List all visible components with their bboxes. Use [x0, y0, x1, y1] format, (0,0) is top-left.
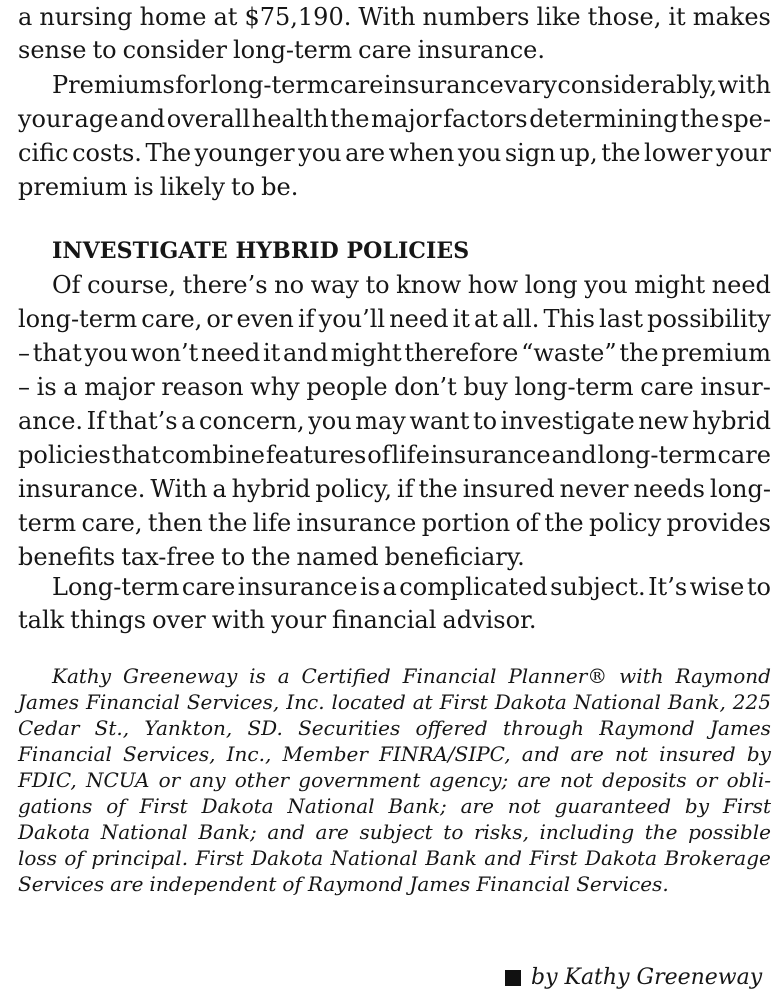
word: you’ll: [318, 305, 386, 333]
word: Planner®: [508, 664, 608, 688]
disclaimer-line: [18, 871, 771, 897]
word: James: [709, 716, 771, 740]
word: need: [389, 305, 449, 333]
word: through: [502, 716, 585, 740]
word: need: [711, 271, 771, 299]
word: $75,190.: [244, 3, 352, 31]
word: investigate: [500, 407, 635, 435]
word: Long-term: [52, 573, 180, 601]
word: long-term: [232, 36, 353, 64]
word: National: [330, 846, 418, 870]
word: with: [211, 606, 266, 634]
word: Financial: [85, 690, 180, 714]
word: Services: [18, 872, 105, 896]
word: located: [331, 690, 406, 714]
body-text-line: [18, 170, 771, 204]
word: long-term: [514, 373, 634, 401]
word: no: [274, 271, 305, 299]
word: are: [517, 768, 551, 792]
word: Services,: [123, 742, 216, 766]
word: care,: [81, 509, 143, 537]
word: are: [570, 742, 604, 766]
word: then: [147, 509, 203, 537]
word: life: [252, 509, 292, 537]
word: –: [18, 339, 30, 367]
word: numbers: [422, 3, 530, 31]
word: Inc.,: [226, 742, 272, 766]
word: loss: [18, 846, 57, 870]
word: there’s: [182, 271, 268, 299]
word: like: [536, 3, 581, 31]
word: long: [524, 271, 578, 299]
word: subject: [359, 820, 433, 844]
word: FINRA/SIPC,: [379, 742, 511, 766]
word: with: [619, 664, 664, 688]
word: nursing: [39, 3, 133, 31]
word: possibility: [647, 305, 771, 333]
word: by: [746, 742, 771, 766]
word: costs.: [72, 139, 142, 167]
word: care: [717, 441, 771, 469]
word: not: [560, 768, 593, 792]
word: Member: [282, 742, 368, 766]
word: buy: [463, 373, 508, 401]
body-text-line: [18, 0, 771, 34]
word: that’s: [108, 407, 178, 435]
word: with: [717, 71, 771, 99]
word: possible: [688, 820, 771, 844]
word: of: [367, 441, 391, 469]
word: of: [64, 846, 84, 870]
byline-author: by Kathy Greeneway: [531, 965, 763, 990]
word: if: [297, 305, 315, 333]
word: is: [360, 573, 381, 601]
body-text-line: [52, 570, 771, 604]
word: named: [296, 543, 379, 571]
word: the: [544, 509, 584, 537]
word: at: [474, 305, 498, 333]
word: when: [388, 139, 455, 167]
word: considerably,: [557, 71, 718, 99]
word: not: [507, 794, 541, 818]
word: may: [355, 407, 406, 435]
word: be.: [261, 173, 299, 201]
word: SD.: [247, 716, 283, 740]
word: at: [412, 690, 433, 714]
word: Bank: [425, 846, 477, 870]
word: last: [599, 305, 643, 333]
word: financial: [332, 606, 437, 634]
word: and: [521, 742, 560, 766]
word: is: [249, 664, 266, 688]
word: insurance: [383, 71, 504, 99]
word: Greeneway: [122, 664, 238, 688]
word: over: [152, 606, 206, 634]
word: is: [36, 373, 57, 401]
word: the: [418, 475, 458, 503]
word: the: [644, 820, 678, 844]
word: need: [201, 339, 261, 367]
word: that: [32, 339, 82, 367]
body-text-line: [18, 302, 771, 336]
word: you: [308, 407, 352, 435]
word: St.,: [94, 716, 130, 740]
word: benefits: [18, 543, 116, 571]
disclaimer-line: [18, 741, 771, 767]
word: Of: [52, 271, 81, 299]
body-text-line: [18, 472, 771, 506]
word: those,: [587, 3, 662, 31]
word: policy,: [315, 475, 393, 503]
word: age: [74, 105, 119, 133]
word: including: [539, 820, 635, 844]
word: or: [158, 768, 181, 792]
word: provides: [666, 509, 771, 537]
word: Securities: [298, 716, 401, 740]
word: the: [208, 509, 248, 537]
word: you: [298, 139, 342, 167]
disclaimer-line: [18, 689, 771, 715]
word: hybrid: [231, 475, 311, 503]
word: Dakota: [494, 690, 567, 714]
word: even: [236, 305, 294, 333]
word: long-term: [597, 441, 717, 469]
word: vary: [504, 71, 557, 99]
word: Brokerage: [664, 846, 771, 870]
word: want: [409, 407, 470, 435]
word: you: [457, 139, 502, 167]
word: to: [92, 36, 117, 64]
word: care,: [141, 305, 203, 333]
word: deposits: [602, 768, 687, 792]
word: and: [282, 339, 329, 367]
word: Raymond: [599, 716, 695, 740]
word: care: [358, 36, 412, 64]
word: This: [543, 305, 595, 333]
word: reason: [161, 373, 244, 401]
word: never: [559, 475, 629, 503]
word: ance.: [18, 407, 84, 435]
word: obli-: [726, 768, 771, 792]
word: why: [250, 373, 300, 401]
word: a: [382, 573, 397, 601]
word: –: [18, 373, 30, 401]
body-text-line: [18, 33, 771, 67]
word: it: [452, 305, 470, 333]
body-text-line: [18, 370, 771, 404]
byline: [505, 962, 762, 994]
word: the: [601, 139, 641, 167]
word: gations: [18, 794, 93, 818]
word: The: [145, 139, 192, 167]
word: and: [120, 105, 166, 133]
word: life: [391, 441, 430, 469]
word: Services,: [186, 690, 280, 714]
word: and: [484, 846, 522, 870]
word: a: [63, 373, 78, 401]
word: a: [181, 407, 196, 435]
word: new: [638, 407, 689, 435]
word: First: [139, 794, 188, 818]
word: James: [409, 872, 471, 896]
word: are: [345, 139, 386, 167]
word: complicated: [399, 573, 548, 601]
word: concern,: [199, 407, 305, 435]
body-text-line: [18, 506, 771, 540]
word: Dakota: [18, 820, 91, 844]
word: Kathy: [52, 664, 112, 688]
word: to: [231, 173, 256, 201]
word: are: [460, 794, 494, 818]
word: or: [695, 768, 718, 792]
word: how: [467, 271, 519, 299]
word: it: [262, 339, 281, 367]
body-text-line: [52, 268, 771, 302]
word: risks,: [473, 820, 529, 844]
word: National: [100, 820, 188, 844]
word: of: [106, 794, 126, 818]
word: National: [573, 690, 661, 714]
word: the: [251, 543, 291, 571]
word: if: [396, 475, 414, 503]
word: way: [310, 271, 359, 299]
word: Financial: [476, 872, 571, 896]
word: determining: [529, 105, 679, 133]
word: portion: [421, 509, 511, 537]
word: Financial: [402, 664, 497, 688]
word: or: [206, 305, 233, 333]
word: the: [680, 105, 720, 133]
word: First: [722, 794, 771, 818]
word: a: [277, 664, 290, 688]
word: beneficiary.: [384, 543, 525, 571]
word: Financial: [18, 742, 112, 766]
word: not: [614, 742, 648, 766]
word: With: [150, 475, 208, 503]
article-page: [18, 0, 771, 1004]
word: to: [221, 543, 246, 571]
word: talk: [18, 606, 65, 634]
word: the: [330, 105, 370, 133]
word: and: [551, 441, 597, 469]
disclaimer-line: [18, 793, 771, 819]
word: care: [640, 373, 694, 401]
word: 225: [732, 690, 771, 714]
word: cific: [18, 139, 69, 167]
disclaimer-line: [18, 819, 771, 845]
word: other: [234, 768, 290, 792]
word: health: [251, 105, 329, 133]
word: home: [139, 3, 207, 31]
body-text-line: [18, 336, 771, 370]
disclaimer-line: [18, 715, 771, 741]
word: combine: [161, 441, 265, 469]
word: up,: [559, 139, 598, 167]
word: policy: [589, 509, 662, 537]
word: sign: [504, 139, 556, 167]
word: a: [18, 3, 33, 31]
word: sense: [18, 36, 87, 64]
word: things: [70, 606, 147, 634]
word: advisor.: [442, 606, 537, 634]
word: First: [529, 846, 578, 870]
word: don’t: [394, 373, 457, 401]
word: makes: [692, 3, 771, 31]
word: Certified: [301, 664, 391, 688]
word: likely: [159, 173, 226, 201]
word: agency;: [429, 768, 509, 792]
word: might: [330, 339, 402, 367]
word: of: [282, 872, 302, 896]
body-text-line: [18, 603, 771, 637]
word: younger: [194, 139, 295, 167]
word: Inc.: [286, 690, 325, 714]
word: the: [619, 339, 659, 367]
word: insurance.: [18, 475, 146, 503]
word: that: [111, 441, 161, 469]
word: to: [472, 407, 498, 435]
word: by: [684, 794, 709, 818]
word: principal.: [91, 846, 189, 870]
word: insured: [462, 475, 555, 503]
word: major: [84, 373, 155, 401]
word: National: [287, 794, 375, 818]
word: for: [175, 71, 211, 99]
word: term: [18, 509, 77, 537]
word: NCUA: [85, 768, 150, 792]
square-bullet-icon: [505, 970, 521, 986]
word: insur-: [700, 373, 771, 401]
word: Dakota: [584, 846, 658, 870]
word: wise: [689, 573, 745, 601]
body-text-line: [18, 102, 771, 136]
disclaimer-line: [52, 663, 771, 689]
word: hybrid: [692, 407, 771, 435]
word: overall: [166, 105, 251, 133]
word: independent: [149, 872, 277, 896]
word: insurance: [237, 573, 358, 601]
word: any: [189, 768, 226, 792]
word: With: [358, 3, 416, 31]
word: “waste”: [521, 339, 617, 367]
word: offered: [415, 716, 488, 740]
word: needs: [633, 475, 705, 503]
word: factors: [443, 105, 528, 133]
word: it: [668, 3, 686, 31]
word: and: [267, 820, 305, 844]
word: consider: [122, 36, 227, 64]
word: care: [330, 71, 384, 99]
word: premium: [661, 339, 771, 367]
word: premium: [18, 173, 128, 201]
word: Yankton,: [144, 716, 233, 740]
word: Premiums: [52, 71, 175, 99]
section-heading: INVESTIGATE HYBRID POLICIES: [52, 238, 470, 264]
body-text-line: [18, 540, 771, 574]
word: might: [634, 271, 706, 299]
word: Services.: [576, 872, 669, 896]
word: subject.: [550, 573, 646, 601]
word: Bank;: [388, 794, 447, 818]
word: to: [365, 271, 390, 299]
body-text-line: [18, 136, 771, 170]
word: lower: [644, 139, 713, 167]
word: First: [439, 690, 488, 714]
word: tax-free: [121, 543, 216, 571]
word: to: [746, 573, 771, 601]
word: Raymond: [675, 664, 771, 688]
word: therefore: [404, 339, 519, 367]
word: won’t: [130, 339, 199, 367]
word: care: [181, 573, 236, 601]
word: your: [18, 105, 73, 133]
word: you: [84, 339, 128, 367]
word: at: [213, 3, 238, 31]
word: James: [18, 690, 80, 714]
word: Cedar: [18, 716, 80, 740]
word: people: [306, 373, 388, 401]
word: know: [396, 271, 462, 299]
word: of: [515, 509, 539, 537]
word: Raymond: [307, 872, 404, 896]
disclaimer-line: [18, 845, 771, 871]
word: is: [133, 173, 154, 201]
word: major: [371, 105, 442, 133]
body-text-line: [52, 68, 771, 102]
word: to: [443, 820, 464, 844]
word: spe-: [721, 105, 771, 133]
word: are: [110, 872, 144, 896]
word: features: [265, 441, 367, 469]
word: FDIC,: [18, 768, 77, 792]
body-text-line: [18, 438, 771, 472]
word: all.: [502, 305, 540, 333]
word: First: [195, 846, 244, 870]
word: If: [86, 407, 105, 435]
word: insurance: [430, 441, 551, 469]
word: your: [715, 139, 771, 167]
word: guaranteed: [554, 794, 672, 818]
word: government: [298, 768, 421, 792]
word: course,: [87, 271, 177, 299]
word: Bank,: [667, 690, 726, 714]
word: long-term: [18, 305, 138, 333]
word: Dakota: [251, 846, 324, 870]
word: policies: [18, 441, 111, 469]
word: Dakota: [201, 794, 274, 818]
word: are: [315, 820, 349, 844]
body-text-line: [18, 404, 771, 438]
word: It’s: [648, 573, 688, 601]
word: you: [584, 271, 628, 299]
word: Bank;: [198, 820, 257, 844]
word: long-: [709, 475, 771, 503]
word: your: [271, 606, 327, 634]
disclaimer-line: [18, 767, 771, 793]
word: insurance.: [417, 36, 545, 64]
word: a: [212, 475, 227, 503]
word: insured: [659, 742, 736, 766]
word: insurance: [296, 509, 417, 537]
word: long-term: [210, 71, 330, 99]
